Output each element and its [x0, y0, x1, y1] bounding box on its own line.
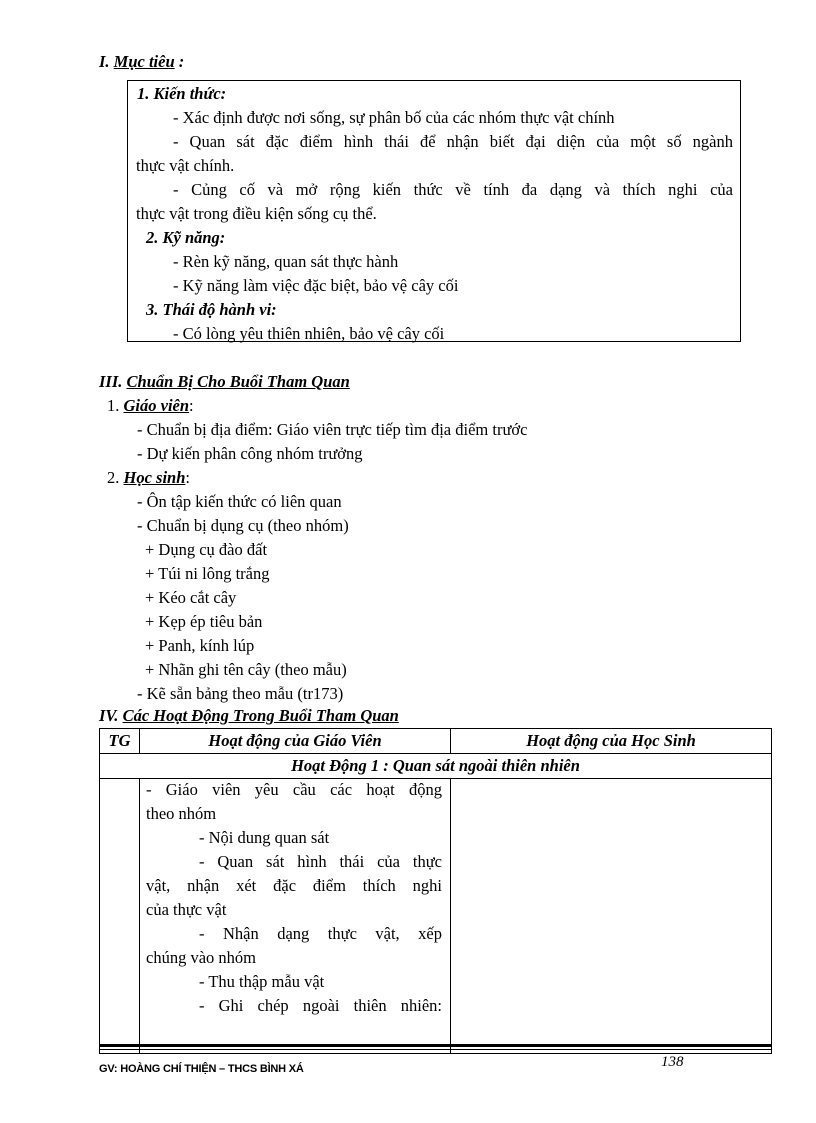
teacher-activity-line: - Nội dung quan sát	[199, 828, 330, 847]
section-1-heading	[99, 52, 184, 72]
tool-item: + Kéo cắt cây	[145, 588, 237, 607]
section-4-heading	[99, 706, 399, 726]
teacher-activity-line: - Ghi chép ngoài thiên nhiên:	[199, 996, 442, 1015]
tool-item: + Túi ni lông trắng	[145, 564, 270, 583]
section-4-roman: IV.	[99, 706, 119, 725]
activities-table	[99, 728, 772, 1054]
tool-item: + Dụng cụ đào đất	[145, 540, 268, 559]
student-prep-item: - Chuẩn bị dụng cụ (theo nhóm)	[137, 516, 349, 535]
column-header-student: Hoạt động của Học Sinh	[451, 729, 772, 754]
column-header-tg: TG	[100, 729, 140, 754]
teacher-activity-line: - Quan sát hình thái của thực	[199, 852, 442, 871]
teacher-activity-line: - Thu thập mẫu vật	[199, 972, 325, 991]
tg-cell	[100, 779, 140, 1054]
teacher-prep-heading	[107, 396, 194, 416]
teacher-activity-line: của thực vật	[146, 900, 227, 919]
skills-item: - Kỹ năng làm việc đặc biệt, bảo vệ cây cối	[173, 276, 459, 295]
teacher-prep-item: - Chuẩn bị địa điểm: Giáo viên trực tiếp tìm địa điểm trước	[137, 420, 528, 439]
tool-item: + Kẹp ép tiêu bản	[145, 612, 263, 631]
section-1-suffix: :	[174, 52, 185, 71]
teacher-prep-suffix: :	[189, 396, 194, 415]
section-1-title: Mục tiêu	[113, 52, 175, 71]
attitude-item: - Có lòng yêu thiên nhiên, bảo vệ cây cối	[173, 324, 445, 343]
tool-item: + Panh, kính lúp	[145, 636, 255, 655]
attitude-heading: 3. Thái độ hành vi:	[146, 300, 277, 319]
student-prep-item: - Ôn tập kiến thức có liên quan	[137, 492, 342, 511]
section-1-roman: I.	[99, 52, 110, 71]
section-3-title: Chuẩn Bị Cho Buổi Tham Quan	[126, 372, 350, 391]
teacher-activity-line: - Nhận dạng thực vật, xếp	[199, 924, 442, 943]
student-prep-number: 2.	[107, 468, 124, 487]
footer-rule-thick	[99, 1044, 771, 1047]
student-prep-heading	[107, 468, 190, 488]
section-4-title: Các Hoạt Động Trong Buổi Tham Quan	[122, 706, 399, 725]
knowledge-item: - Quan sát đặc điểm hình thái để nhận biết đại diện của một số ngành	[173, 132, 733, 151]
teacher-prep-item: - Dự kiến phân công nhóm trưởng	[137, 444, 363, 463]
knowledge-item: - Củng cố và mở rộng kiến thức về tính đa dạng và thích nghi của	[173, 180, 733, 199]
page-number: 138	[661, 1054, 684, 1070]
knowledge-item: - Xác định được nơi sống, sự phân bố của các nhóm thực vật chính	[173, 108, 615, 127]
student-prep-suffix: :	[185, 468, 190, 487]
column-header-teacher: Hoạt động của Giáo Viên	[140, 729, 451, 754]
teacher-activity-line: - Giáo viên yêu cầu các hoạt động	[146, 780, 442, 799]
teacher-activity-line: chúng vào nhóm	[146, 948, 256, 967]
student-activity-cell	[451, 779, 772, 1054]
tool-item: + Nhãn ghi tên cây (theo mẫu)	[145, 660, 347, 679]
teacher-activity-cell	[140, 779, 451, 1054]
knowledge-heading: 1. Kiến thức:	[137, 84, 227, 103]
footer-rule-thin	[99, 1049, 771, 1050]
objectives-box	[127, 80, 741, 342]
teacher-prep-number: 1.	[107, 396, 124, 415]
activity-1-title: Hoạt Động 1 : Quan sát ngoài thiên nhiên	[100, 754, 772, 779]
section-3-roman: III.	[99, 372, 123, 391]
student-prep-item: - Kẽ sẵn bảng theo mẫu (tr173)	[137, 684, 344, 703]
teacher-activity-line: theo nhóm	[146, 804, 217, 823]
knowledge-item-cont: thực vật chính.	[136, 156, 235, 175]
section-3-heading	[99, 372, 350, 392]
student-prep-label: Học sinh	[123, 468, 186, 487]
teacher-activity-line: vật, nhận xét đặc điểm thích nghi	[146, 876, 442, 895]
footer-author: GV: HOÀNG CHÍ THIỆN – THCS BÌNH XÁ	[99, 1063, 304, 1075]
skills-item: - Rèn kỹ năng, quan sát thực hành	[173, 252, 399, 271]
knowledge-item-cont: thực vật trong điều kiện sống cụ thể.	[136, 204, 377, 223]
skills-heading: 2. Kỹ năng:	[146, 228, 226, 247]
teacher-prep-label: Giáo viên	[123, 396, 190, 415]
